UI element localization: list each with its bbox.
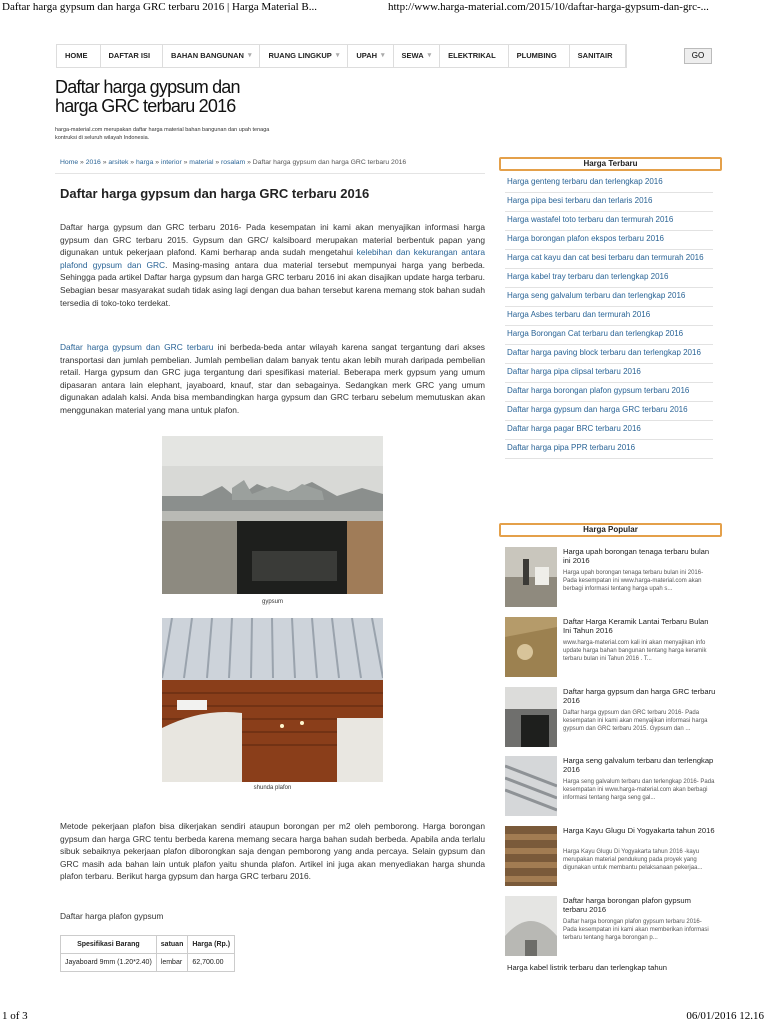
list-item[interactable]: Harga borongan plafon ekspos terbaru 2016	[505, 231, 713, 250]
popular-title[interactable]: Harga seng galvalum terbaru dan terlengkap 2016	[563, 756, 714, 774]
popular-item[interactable]	[505, 547, 715, 613]
nav-item-daftar-isi[interactable]	[101, 45, 164, 67]
print-header-title: Daftar harga gypsum dan harga GRC terbaru 2016 | Harga Material B...	[2, 1, 318, 13]
list-item[interactable]: Harga seng galvalum terbaru dan terlengkap 2016	[505, 288, 713, 307]
table-cell: lembar	[156, 954, 188, 972]
list-item[interactable]: Harga Borongan Cat terbaru dan terlengkap 2016	[505, 326, 713, 345]
nav-item-label: BAHAN BANGUNAN	[171, 51, 244, 60]
popular-title[interactable]: Daftar harga gypsum dan harga GRC terbaru 2016	[563, 687, 716, 705]
breadcrumb-item[interactable]: rosalam	[221, 159, 246, 166]
gypsum-photo-art	[162, 436, 383, 594]
inline-link[interactable]: Daftar harga gypsum dan GRC terbaru	[60, 342, 214, 352]
breadcrumb-item[interactable]: interior	[160, 159, 182, 166]
breadcrumb-home[interactable]: Home	[60, 159, 79, 166]
table-header-cell: Harga (Rp.)	[188, 936, 235, 954]
nav-item-label: PLUMBING	[516, 51, 557, 60]
popular-snippet: Harga seng galvalum terbaru dan terlengkap 2016- Pada kesempatan ini www.harga-material.com akan berbagi informasi tentang harga seng gal...	[563, 779, 715, 801]
sidebar-heading-popular: Harga Popular	[499, 523, 722, 537]
shunda-plafon-photo	[162, 618, 383, 782]
nav-item-label: SEWA	[401, 51, 424, 60]
list-item[interactable]: Harga pipa besi terbaru dan terlaris 2016	[505, 193, 713, 212]
print-page-count: 1 of 3	[2, 1010, 28, 1022]
site-tagline: harga-material.com merupakan daftar harga material bahan bangunan dan upah tenaga kontruksi di seluruh wilayah Indonesia.	[55, 127, 270, 141]
popular-item-title-partial[interactable]: Harga kabel listrik terbaru dan terlengkap tahun	[507, 963, 667, 972]
popular-item[interactable]	[505, 896, 715, 962]
breadcrumb-sep: »	[100, 159, 109, 166]
nav-item-sanitair[interactable]	[570, 45, 626, 67]
print-timestamp: 06/01/2016 12.16	[686, 1010, 764, 1022]
go-button[interactable]: GO	[684, 48, 712, 64]
paragraph-text: ini berbeda-beda antar wilayah karena sangat tergantung dari akses transportasi dan jumlah pembelian. Jumlah pembelian dalam banyak tentu akan lebih murah daripada pembelian retail. Harga gypsum dan GRC juga tergantung dari spesifikasi material. Beberapa merk gypsum yang umum dipasaran antara lain elephant, jayaboard, knauf, star dan sebagainya. Sedangkan merk GRC yang umum digunakan adalah kalsi. Anda bisa membandingkan harga gypsum dan GRC terbaru sebelum memutuskan akan menggunakan material yang mana untuk plafon.	[60, 342, 485, 415]
breadcrumb-sep: »	[78, 159, 86, 166]
list-item[interactable]: Daftar harga pipa clipsal terbaru 2016	[505, 364, 713, 383]
post-title: Daftar harga gypsum dan harga GRC terbaru 2016	[60, 186, 370, 201]
table-header-cell: Spesifikasi Barang	[61, 936, 157, 954]
popular-item[interactable]	[505, 617, 715, 683]
chevron-down-icon: ▾	[247, 52, 252, 59]
shunda-plafon-photo-art	[162, 618, 383, 782]
latest-prices-list	[505, 174, 713, 459]
breadcrumb-sep: »	[128, 159, 136, 166]
gypsum-photo	[162, 436, 383, 594]
table-header-row	[61, 936, 235, 954]
list-item[interactable]: Harga genteng terbaru dan terlengkap 2016	[505, 174, 713, 193]
nav-item-label: RUANG LINGKUP	[268, 51, 332, 60]
thumbnail-art	[505, 756, 557, 816]
list-item[interactable]: Daftar harga pipa PPR terbaru 2016	[505, 440, 713, 459]
popular-thumbnail[interactable]	[505, 617, 557, 677]
popular-snippet: www.harga-material.com kali ini akan menyajikan info update harga bahan bangunan tentang harga keramik terbaru bulan ini Tahun 2016 . T...	[563, 640, 707, 662]
list-item[interactable]: Daftar harga paving block terbaru dan terlengkap 2016	[505, 345, 713, 364]
popular-title[interactable]: Harga upah borongan tenaga terbaru bulan ini 2016	[563, 547, 710, 565]
nav-item-label: DAFTAR ISI	[108, 51, 151, 60]
chevron-down-icon: ▾	[381, 52, 385, 59]
list-item[interactable]: Daftar harga borongan plafon gypsum terbaru 2016	[505, 383, 713, 402]
list-item[interactable]: Daftar harga pagar BRC terbaru 2016	[505, 421, 713, 440]
chevron-down-icon: ▾	[427, 52, 432, 59]
table-header-cell: satuan	[156, 936, 188, 954]
divider	[55, 173, 485, 174]
nav-item-home[interactable]	[57, 45, 101, 67]
thumbnail-art	[505, 547, 557, 607]
popular-item[interactable]	[505, 687, 715, 753]
popular-thumbnail[interactable]	[505, 896, 557, 956]
popular-title[interactable]: Harga Kayu Glugu Di Yogyakarta tahun 2016	[563, 826, 715, 835]
popular-item[interactable]	[505, 826, 715, 892]
breadcrumb-item[interactable]: material	[189, 159, 214, 166]
paragraph-text: Daftar harga gypsum dan GRC terbaru 2016- Pada kesempatan ini kami akan menyajikan informasi harga gypsum dan GRC terbaru 2015. Gypsum dan GRC/ kalsiboard merupakan material berbentuk papan yang digunakan untuk pekerjaan plafond. Kami berharap anda sudah mengetahui	[60, 222, 485, 258]
nav-item-label: SANITAIR	[577, 51, 613, 60]
print-header	[0, 0, 768, 16]
nav-item-ruang-lingkup[interactable]	[260, 45, 348, 67]
print-footer	[0, 1008, 768, 1024]
breadcrumb-item[interactable]: harga	[135, 159, 154, 166]
breadcrumb-sep: »	[213, 159, 222, 166]
breadcrumb-item[interactable]: 2016	[85, 159, 101, 166]
nav-item-elektrikal[interactable]	[440, 45, 509, 67]
post-paragraph-1	[60, 221, 485, 309]
list-item[interactable]: Harga cat kayu dan cat besi terbaru dan termurah 2016	[505, 250, 713, 269]
thumbnail-art	[505, 896, 557, 956]
popular-snippet: Harga Kayu Glugu Di Yogyakarta tahun 2016 -kayu merupakan material pendukung pada proyek yang digunakan untuk membantu pelaksanaan pekerjaa...	[563, 849, 703, 871]
nav-item-plumbing[interactable]	[509, 45, 570, 67]
post-paragraph-2	[60, 341, 485, 417]
thumbnail-art	[505, 687, 557, 747]
popular-snippet: Daftar harga gypsum dan GRC terbaru 2016- Pada kesempatan ini kami akan menyajikan informasi harga gypsum dan GRC terbaru 2015. Gypsum dan ...	[563, 710, 708, 732]
list-item[interactable]: Daftar harga gypsum dan harga GRC terbaru 2016	[505, 402, 713, 421]
site-title[interactable]: Daftar harga gypsum dan harga GRC terbaru 2016	[55, 77, 240, 116]
paragraph-text: . Masing-masing antara dua material tersebut mempunyai harga yang berbeda. Sehingga pada artikel Daftar harga gypsum dan harga GRC terbaru 2016 ini akan disajikan update harga terbaru. Sebagian besar masyarakat sudah tidak asing lagi dengan dua bahan tersebut karena memang stok bahan sudah tersedia di toko-toko terdekat.	[60, 259, 485, 308]
popular-title[interactable]: Daftar Harga Keramik Lantai Terbaru Bulan Ini Tahun 2016	[563, 617, 709, 635]
inline-link[interactable]: kelebihan dan kekurangan antara plafond gypsum dan GRC	[60, 247, 485, 270]
popular-item[interactable]	[505, 756, 715, 822]
table-heading: Daftar harga plafon gypsum	[60, 911, 164, 921]
table-row	[61, 954, 235, 972]
breadcrumb-sep: »	[245, 159, 253, 166]
table-cell: Jayaboard 9mm (1.20*2.40)	[61, 954, 157, 972]
popular-title[interactable]: Daftar harga borongan plafon gypsum terbaru 2016	[563, 896, 691, 914]
breadcrumb-sep: »	[153, 159, 161, 166]
price-table	[60, 935, 235, 972]
nav-item-bahan-bangunan[interactable]	[163, 45, 260, 67]
list-item[interactable]: Harga wastafel toto terbaru dan termurah 2016	[505, 212, 713, 231]
post-paragraph-3: Metode pekerjaan plafon bisa dikerjakan sendiri ataupun borongan per m2 oleh pemborong. Harga borongan gypsum dan harga GRC tentu berbeda karena memang secara harga bahan sudah berbeda. Apabila anda terlalu sibuk sebaiknya pekerjaan plafon diborongkan saja dengan pemborong yang anda percaya. Selain gypsum dan GRC masih ada bahan lain untuk plafon yaitu shunda plafon. Artikel ini juga akan menyediakan harga shunda plafon terbaru. Berikut harga gypsum dan harga GRC terbaru 2016.	[60, 821, 485, 882]
sidebar-heading-terbaru: Harga Terbaru	[499, 157, 722, 171]
nav-item-label: UPAH	[356, 51, 378, 60]
breadcrumb	[60, 159, 485, 166]
nav-item-upah[interactable]	[348, 45, 393, 67]
popular-thumbnail[interactable]	[505, 756, 557, 816]
popular-snippet: Harga upah borongan tenaga terbaru bulan ini 2016- Pada kesempatan ini www.harga-material.com akan berbagi informasi tentang harga upah s...	[563, 570, 704, 592]
thumbnail-art	[505, 617, 557, 677]
nav-item-label: ELEKTRIKAL	[448, 51, 496, 60]
figure-caption: shunda plafon	[253, 785, 292, 791]
breadcrumb-sep: »	[181, 159, 190, 166]
popular-thumbnail[interactable]	[505, 687, 557, 747]
popular-thumbnail[interactable]	[505, 547, 557, 607]
breadcrumb-item[interactable]: arsitek	[108, 159, 129, 166]
chevron-down-icon: ▾	[335, 52, 340, 59]
popular-thumbnail[interactable]	[505, 826, 557, 886]
breadcrumb-current: Daftar harga gypsum dan harga GRC terbaru 2016	[252, 159, 407, 166]
thumbnail-art	[505, 826, 557, 886]
list-item[interactable]: Harga kabel tray terbaru dan terlengkap 2016	[505, 269, 713, 288]
list-item[interactable]: Harga Asbes terbaru dan termurah 2016	[505, 307, 713, 326]
main-nav	[56, 44, 627, 68]
figure-caption: gypsum	[261, 599, 283, 605]
nav-item-sewa[interactable]	[394, 45, 441, 67]
table-cell: 62,700.00	[188, 954, 235, 972]
print-header-url: http://www.harga-material.com/2015/10/daftar-harga-gypsum-dan-grc-...	[388, 1, 709, 13]
popular-snippet: Daftar harga borongan plafon gypsum terbaru 2016- Pada kesempatan ini kami akan memberikan informasi terbaru tentang harga borongan p...	[563, 919, 709, 941]
nav-item-label: HOME	[65, 51, 88, 60]
